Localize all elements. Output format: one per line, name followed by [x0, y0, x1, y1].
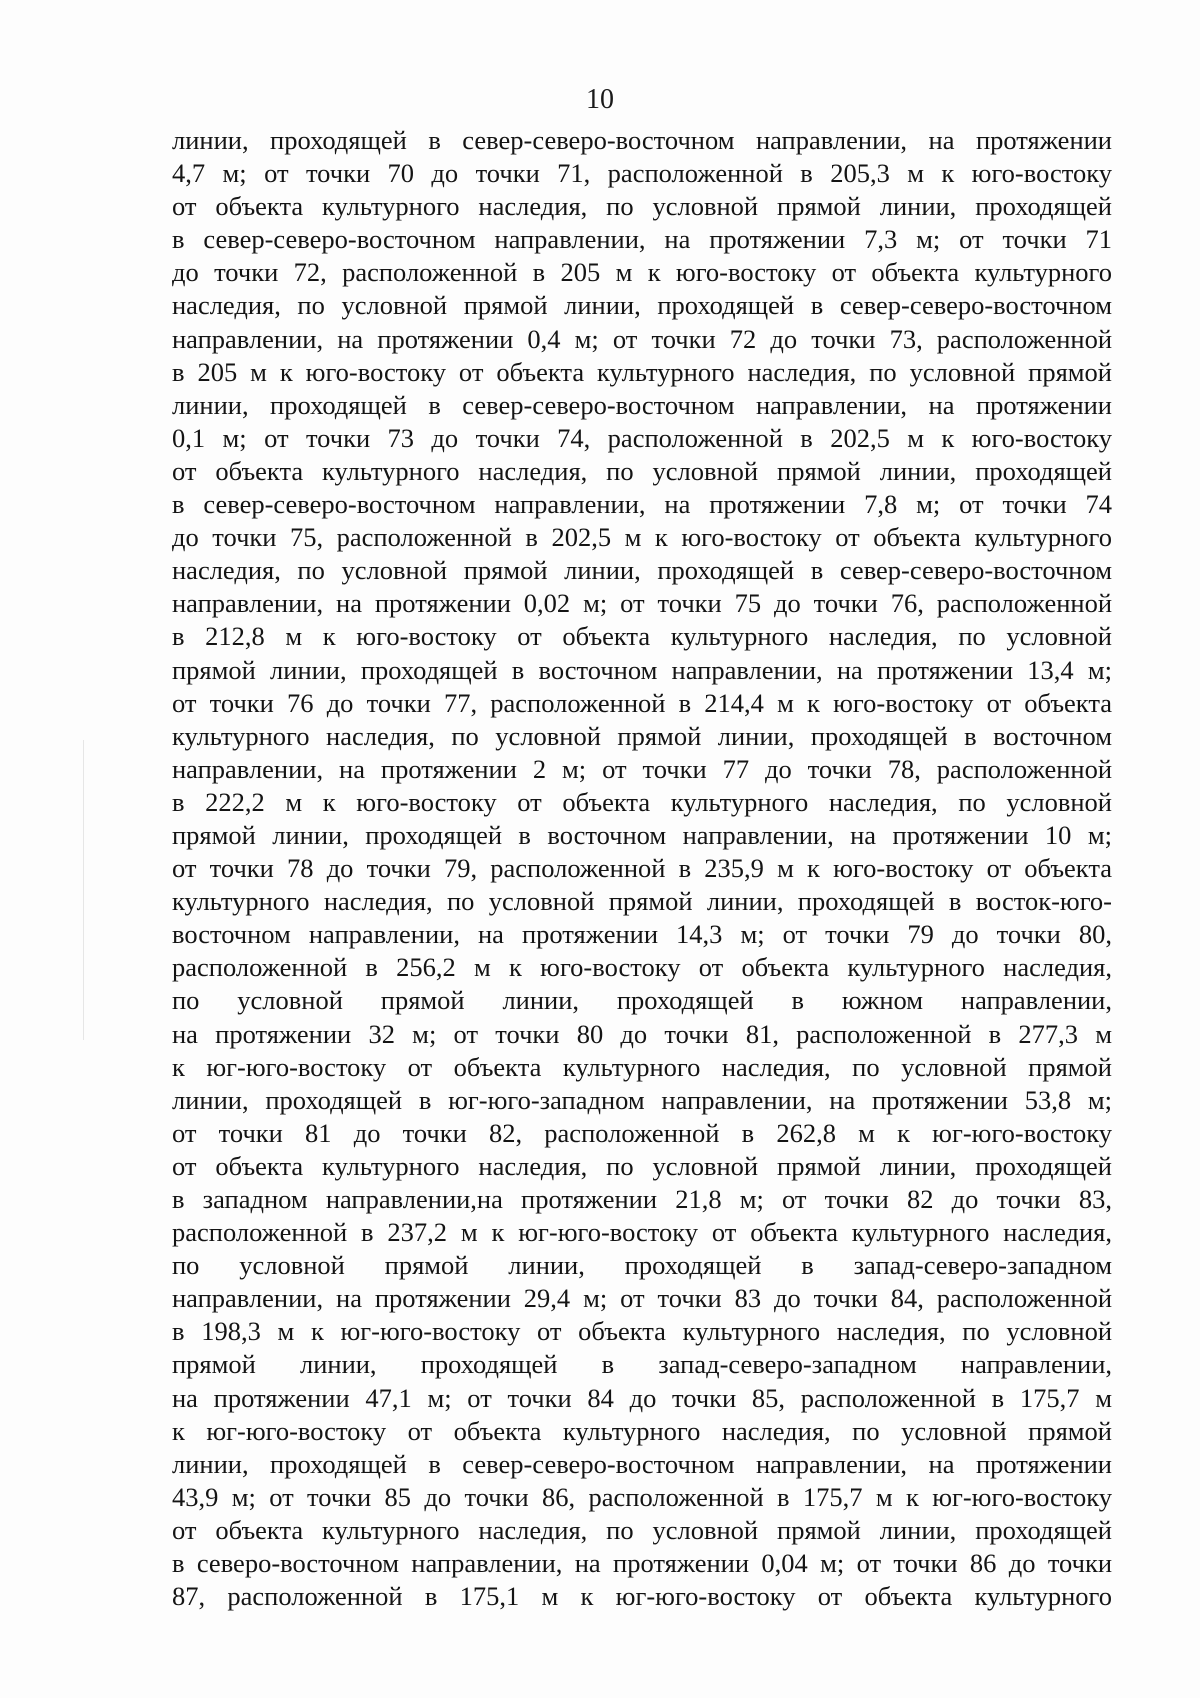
text-line: от точки 81 до точки 82, расположенной в 262,8 м к юг-юго-востоку [172, 1117, 1112, 1148]
text-line: линии, проходящей в север-северо-восточном направлении, на протяжении [172, 1448, 1112, 1479]
text-line: направлении, на протяжении 0,4 м; от точки 72 до точки 73, расположенной [172, 323, 1112, 354]
text-line: линии, проходящей в север-северо-восточном направлении, на протяжении [172, 389, 1112, 420]
text-line: в север-северо-восточном направлении, на протяжении 7,3 м; от точки 71 [172, 224, 1112, 255]
text-line: расположенной в 237,2 м к юг-юго-востоку от объекта культурного наследия, [172, 1217, 1112, 1248]
text-line: к юг-юго-востоку от объекта культурного наследия, по условной прямой [172, 1415, 1112, 1446]
text-line: до точки 75, расположенной в 202,5 м к юго-востоку от объекта культурного [172, 522, 1112, 553]
text-line: от объекта культурного наследия, по условной прямой линии, проходящей [172, 1514, 1112, 1545]
text-line: от объекта культурного наследия, по условной прямой линии, проходящей [172, 191, 1112, 222]
page-number: 10 [586, 84, 614, 115]
text-line: в 198,3 м к юг-юго-востоку от объекта культурного наследия, по условной [172, 1316, 1112, 1347]
text-line: до точки 72, расположенной в 205 м к юго-востоку от объекта культурного [172, 257, 1112, 288]
text-line: линии, проходящей в юг-юго-западном направлении, на протяжении 53,8 м; [172, 1084, 1112, 1115]
text-line: на протяжении 47,1 м; от точки 84 до точки 85, расположенной в 175,7 м [172, 1382, 1112, 1413]
text-line: прямой линии, проходящей в восточном направлении, на протяжении 10 м; [172, 819, 1112, 850]
text-line: 87, расположенной в 175,1 м к юг-юго-востоку от объекта культурного [172, 1581, 1112, 1612]
text-line: 43,9 м; от точки 85 до точки 86, расположенной в 175,7 м к юг-юго-востоку [172, 1481, 1112, 1512]
text-line: восточном направлении, на протяжении 14,3 м; от точки 79 до точки 80, [172, 919, 1112, 950]
text-line: от объекта культурного наследия, по условной прямой линии, проходящей [172, 1150, 1112, 1181]
text-line: по условной прямой линии, проходящей в южном направлении, [172, 985, 1112, 1016]
text-line: направлении, на протяжении 29,4 м; от точки 83 до точки 84, расположенной [172, 1283, 1112, 1314]
text-line: от точки 78 до точки 79, расположенной в 235,9 м к юго-востоку от объекта [172, 853, 1112, 884]
text-line: 0,1 м; от точки 73 до точки 74, расположенной в 202,5 м к юго-востоку [172, 422, 1112, 453]
text-line: в западном направлении,на протяжении 21,8 м; от точки 82 до точки 83, [172, 1184, 1112, 1214]
text-line: в север-северо-восточном направлении, на протяжении 7,8 м; от точки 74 [172, 489, 1112, 520]
text-line: от точки 76 до точки 77, расположенной в 214,4 м к юго-востоку от объекта [172, 687, 1112, 718]
text-line: расположенной в 256,2 м к юго-востоку от объекта культурного наследия, [172, 952, 1112, 983]
text-line: в 222,2 м к юго-востоку от объекта культурного наследия, по условной [172, 786, 1112, 817]
text-line: направлении, на протяжении 0,02 м; от точки 75 до точки 76, расположенной [172, 588, 1112, 619]
text-line: наследия, по условной прямой линии, проходящей в север-северо-восточном [172, 290, 1112, 321]
text-line: прямой линии, проходящей в восточном направлении, на протяжении 13,4 м; [172, 654, 1112, 685]
body-text [172, 124, 1112, 1613]
text-line: в 205 м к юго-востоку от объекта культурного наследия, по условной прямой [172, 356, 1112, 387]
text-line: наследия, по условной прямой линии, проходящей в север-северо-восточном [172, 555, 1112, 586]
text-line: от объекта культурного наследия, по условной прямой линии, проходящей [172, 455, 1112, 486]
text-line: культурного наследия, по условной прямой линии, проходящей в восточном [172, 720, 1112, 751]
text-line: в северо-восточном направлении, на протяжении 0,04 м; от точки 86 до точки [172, 1548, 1112, 1579]
text-line: линии, проходящей в север-северо-восточном направлении, на протяжении [172, 125, 1112, 155]
text-line: прямой линии, проходящей в запад-северо-западном направлении, [172, 1349, 1112, 1380]
text-line: на протяжении 32 м; от точки 80 до точки 81, расположенной в 277,3 м [172, 1018, 1112, 1049]
text-line: 4,7 м; от точки 70 до точки 71, расположенной в 205,3 м к юго-востоку [172, 158, 1112, 189]
text-line: по условной прямой линии, проходящей в запад-северо-западном [172, 1250, 1112, 1281]
scan-artifact-line [83, 740, 84, 1040]
text-line: направлении, на протяжении 2 м; от точки 77 до точки 78, расположенной [172, 753, 1112, 784]
text-line: в 212,8 м к юго-востоку от объекта культурного наследия, по условной [172, 621, 1112, 652]
text-line: к юг-юго-востоку от объекта культурного наследия, по условной прямой [172, 1051, 1112, 1082]
text-line: культурного наследия, по условной прямой линии, проходящей в восток-юго- [172, 886, 1112, 917]
